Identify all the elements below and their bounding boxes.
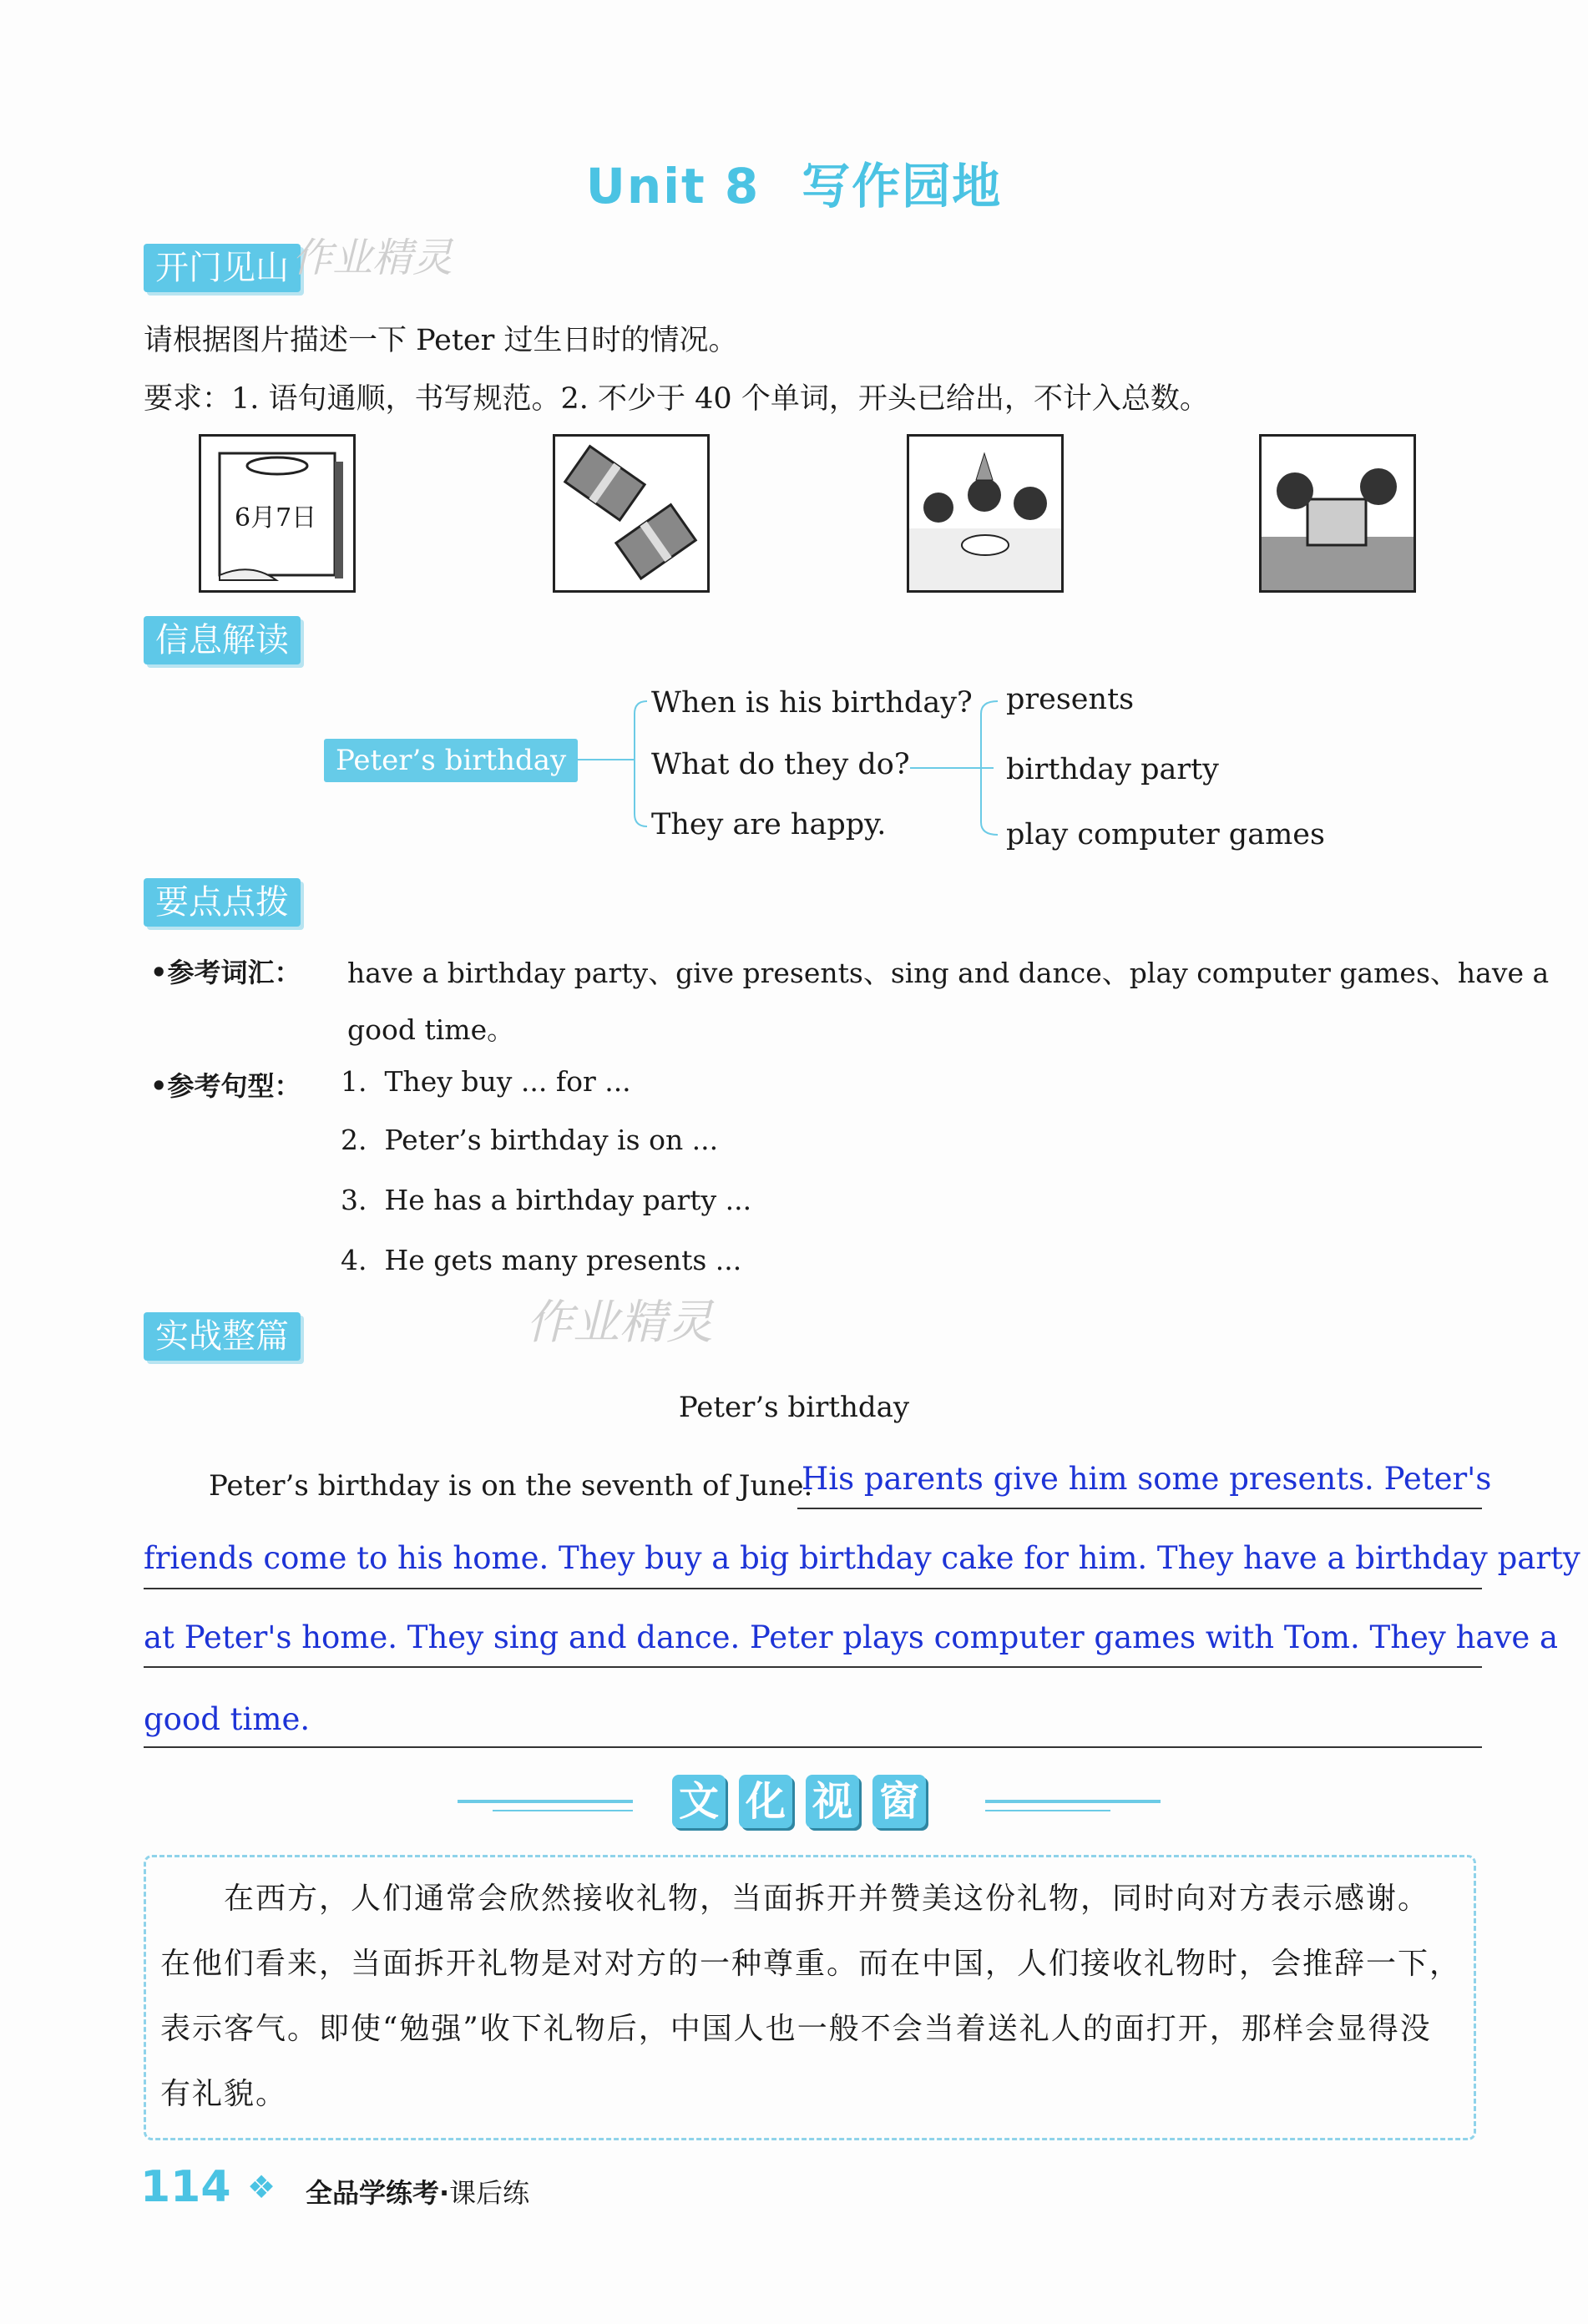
culture-line: 在西方，人们通常会欣然接收礼物，当面拆开并赞美这份礼物，同时向对方表示感谢。 <box>224 1882 1430 1916</box>
pattern-label: •参考句型： <box>150 1070 301 1102</box>
essay-title: Peter’s birthday <box>678 1391 910 1424</box>
intro-requirement: 要求：1. 语句通顺，书写规范。2. 不少于 40 个单词，开头已给出，不计入总数。 <box>144 382 1209 416</box>
culture-title-char: 化 <box>739 1775 792 1828</box>
pattern-item: 3. He has a birthday party ... <box>341 1184 752 1216</box>
page-title <box>0 147 1588 217</box>
unit-label: Unit 8 <box>585 158 761 215</box>
footer-dot: · <box>439 2177 450 2209</box>
mindmap-sub: birthday party <box>1006 753 1219 786</box>
culture-deco-line <box>985 1800 1161 1803</box>
culture-deco-line <box>493 1810 633 1811</box>
essay-answer-line: good time. <box>144 1701 311 1737</box>
vocab-label: •参考词汇： <box>150 957 301 988</box>
vocab-line: have a birthday party、give presents、sing and dance、play computer games、have a <box>347 957 1550 989</box>
calendar-date: 6月7日 <box>235 503 317 533</box>
presents-image <box>553 434 710 593</box>
vocab-line: good time。 <box>347 1013 515 1046</box>
pattern-item: 4. He gets many presents ... <box>341 1244 742 1276</box>
watermark-middle: 作业精灵 <box>526 1296 713 1350</box>
mindmap-branch: They are happy. <box>651 808 887 841</box>
computer-game-image <box>1259 434 1416 593</box>
essay-answer-line: at Peter's home. They sing and dance. Peter plays computer games with Tom. They have a <box>144 1619 1559 1655</box>
mindmap-center: Peter’s birthday <box>324 739 578 782</box>
essay-given-start: Peter’s birthday is on the seventh of June. <box>209 1469 813 1503</box>
mindmap-sub: presents <box>1006 683 1135 716</box>
calendar-image <box>199 434 356 593</box>
section-tag-practice: 实战整篇 <box>144 1312 301 1361</box>
pattern-item: 1. They buy ... for ... <box>341 1065 631 1098</box>
writing-line <box>144 1588 1482 1589</box>
watermark-top: 作业精灵 <box>292 235 453 281</box>
culture-title-char: 窗 <box>872 1775 926 1828</box>
culture-title-char: 视 <box>806 1775 859 1828</box>
culture-line: 表示客气。即使“勉强”收下礼物后，中国人也一般不会当着送礼人的面打开，那样会显得没 <box>160 2012 1432 2046</box>
culture-deco-line <box>985 1810 1110 1811</box>
pattern-item: 2. Peter’s birthday is on ... <box>341 1124 719 1156</box>
essay-answer-line: His parents give him some presents. Peter's <box>802 1461 1492 1497</box>
diamond-icon: ❖ <box>247 2169 276 2205</box>
writing-line <box>144 1746 1482 1748</box>
section-tag-points: 要点点拨 <box>144 878 301 927</box>
unit-topic: 写作园地 <box>802 158 1003 215</box>
footer-book-title: 全品学练考 <box>306 2177 440 2209</box>
section-tag-intro: 开门见山 <box>144 244 301 292</box>
essay-answer-line: friends come to his home. They buy a big birthday cake for him. They have a birthday party <box>144 1540 1580 1576</box>
section-tag-info: 信息解读 <box>144 616 301 664</box>
writing-line <box>797 1508 1482 1509</box>
footer-book <box>306 2172 529 2210</box>
footer-book-sub: 课后练 <box>449 2177 530 2209</box>
culture-line: 有礼貌。 <box>160 2077 288 2111</box>
culture-deco-line <box>458 1800 633 1803</box>
intro-instruction: 请根据图片描述一下 Peter 过生日时的情况。 <box>144 324 738 357</box>
party-image <box>907 434 1064 593</box>
page-number: 114 <box>140 2162 231 2212</box>
writing-line <box>144 1666 1482 1668</box>
culture-line: 在他们看来，当面拆开礼物是对对方的一种尊重。而在中国，人们接收礼物时，会推辞一下， <box>160 1947 1462 1981</box>
culture-title-char: 文 <box>672 1775 726 1828</box>
mindmap-sub: play computer games <box>1006 818 1325 851</box>
mindmap-branch: What do they do? <box>651 748 910 781</box>
mindmap-branch: When is his birthday? <box>651 686 973 720</box>
